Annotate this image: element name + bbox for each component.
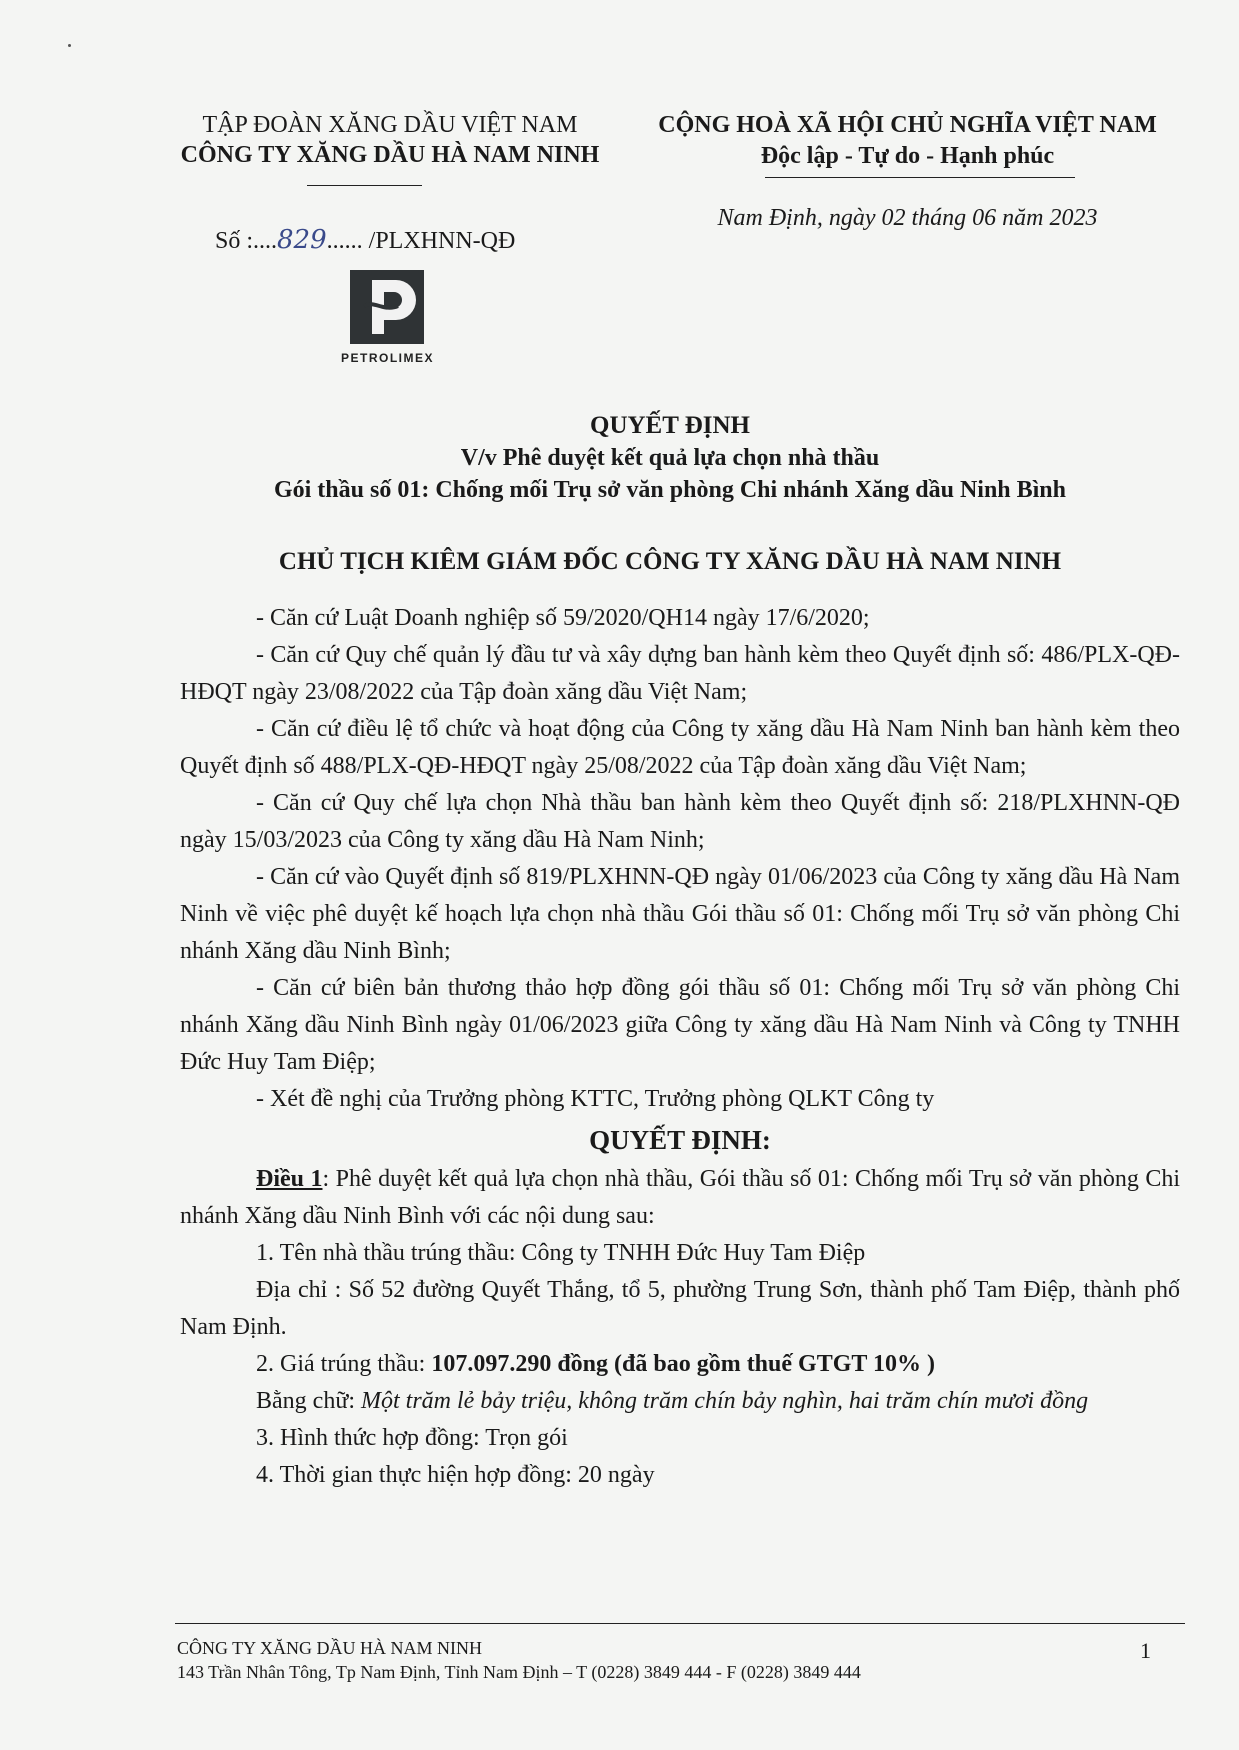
issuer-block bbox=[150, 110, 630, 170]
decision-title bbox=[150, 410, 1190, 506]
contract-type: 3. Hình thức hợp đồng: Trọn gói bbox=[256, 1425, 568, 1451]
ground-item: - Căn cứ biên bản thương thảo hợp đồng gói thầu số 01: Chống mối Trụ sở văn phòng Chi nhánh Xăng dầu Ninh Bình ngày 01/06/2023 giữa Công ty xăng dầu Hà Nam Ninh và Công ty TNHH Đức Huy Tam Điệp; bbox=[180, 975, 1180, 1075]
title-subject: V/v Phê duyệt kết quả lựa chọn nhà thầu bbox=[460, 445, 880, 471]
company-name: CÔNG TY XĂNG DẦU HÀ NAM NINH bbox=[180, 142, 600, 168]
price-label: 2. Giá trúng thầu: bbox=[256, 1351, 432, 1377]
place-date: Nam Định, ngày 02 tháng 06 năm 2023 bbox=[717, 205, 1098, 231]
price-value: 107.097.290 đồng (đã bao gồm thuế GTGT 10% ) bbox=[431, 1351, 935, 1377]
page-number: 1 bbox=[1140, 1638, 1151, 1663]
ground-item: - Căn cứ Quy chế lựa chọn Nhà thầu ban hành kèm theo Quyết định số: 218/PLXHNN-QĐ ngày 15/03/2023 của Công ty xăng dầu Hà Nam Ninh; bbox=[180, 790, 1180, 853]
issuer-underline bbox=[307, 185, 422, 186]
petrolimex-logo-icon bbox=[350, 270, 424, 344]
logo-text: PETROLIMEX bbox=[340, 351, 434, 365]
ground-item: - Căn cứ điều lệ tổ chức và hoạt động của Công ty xăng dầu Hà Nam Ninh ban hành kèm theo Quyết định số 488/PLX-QĐ-HĐQT ngày 25/08/2022 của Tập đoàn xăng dầu Việt Nam; bbox=[180, 716, 1180, 779]
decision-body bbox=[180, 600, 1180, 1494]
ground-item: - Xét đề nghị của Trưởng phòng KTTC, Trưởng phòng QLKT Công ty bbox=[256, 1086, 935, 1112]
contract-duration: 4. Thời gian thực hiện hợp đồng: 20 ngày bbox=[256, 1462, 655, 1488]
words-value: Một trăm lẻ bảy triệu, không trăm chín bảy nghìn, hai trăm chín mươi đồng bbox=[361, 1388, 1089, 1414]
article-1-label: Điều 1 bbox=[256, 1166, 323, 1192]
winning-price bbox=[180, 1346, 1180, 1383]
footer-address: 143 Trần Nhân Tông, Tp Nam Định, Tỉnh Nam Định – T (0228) 3849 444 - F (0228) 3849 444 bbox=[177, 1662, 861, 1682]
national-heading bbox=[630, 110, 1185, 172]
winner-address: Địa chỉ : Số 52 đường Quyết Thắng, tổ 5, phường Trung Sơn, thành phố Tam Điệp, thành phố Nam Định. bbox=[180, 1277, 1180, 1340]
price-in-words bbox=[180, 1383, 1180, 1420]
ground-item: - Căn cứ vào Quyết định số 819/PLXHNN-QĐ ngày 01/06/2023 của Công ty xăng dầu Hà Nam Ninh về việc phê duyệt kế hoạch lựa chọn nhà thầu Gói thầu số 01: Chống mối Trụ sở văn phòng Chi nhánh Xăng dầu Ninh Bình; bbox=[180, 864, 1180, 964]
article-1-text: : Phê duyệt kết quả lựa chọn nhà thầu, Gói thầu số 01: Chống mối Trụ sở văn phòng Chi nhánh Xăng dầu Ninh Bình với các nội dung sau: bbox=[180, 1166, 1180, 1229]
motto: Độc lập - Tự do - Hạnh phúc bbox=[760, 143, 1055, 169]
authority-heading: CHỦ TỊCH KIÊM GIÁM ĐỐC CÔNG TY XĂNG DẦU HÀ NAM NINH bbox=[278, 548, 1062, 575]
motto-underline bbox=[765, 177, 1075, 178]
footer bbox=[177, 1636, 861, 1684]
footer-company: CÔNG TY XĂNG DẦU HÀ NAM NINH bbox=[177, 1638, 482, 1658]
ground-item: - Căn cứ Quy chế quản lý đầu tư và xây dựng ban hành kèm theo Quyết định số: 486/PLX-QĐ-HĐQT ngày 23/08/2022 của Tập đoàn xăng dầu Việt Nam; bbox=[180, 642, 1180, 705]
parent-org: TẬP ĐOÀN XĂNG DẦU VIỆT NAM bbox=[202, 112, 578, 138]
footer-divider bbox=[175, 1623, 1185, 1624]
doc-no-handwritten: 829 bbox=[277, 225, 327, 255]
title-main: QUYẾT ĐỊNH bbox=[590, 412, 750, 439]
ground-item: - Căn cứ Luật Doanh nghiệp số 59/2020/QH14 ngày 17/6/2020; bbox=[256, 605, 870, 631]
doc-no-suffix: ...... /PLXHNN-QĐ bbox=[326, 228, 516, 254]
document-number bbox=[215, 225, 515, 255]
decision-heading: QUYẾT ĐỊNH: bbox=[589, 1125, 771, 1155]
doc-no-prefix: Số :.... bbox=[215, 228, 278, 254]
article-1 bbox=[180, 1161, 1180, 1235]
winner-name: 1. Tên nhà thầu trúng thầu: Công ty TNHH Đức Huy Tam Điệp bbox=[256, 1240, 866, 1266]
scan-speck bbox=[68, 44, 71, 47]
country-name: CỘNG HOÀ XÃ HỘI CHỦ NGHĨA VIỆT NAM bbox=[658, 112, 1157, 138]
words-label: Bằng chữ: bbox=[256, 1388, 361, 1414]
title-package: Gói thầu số 01: Chống mối Trụ sở văn phòng Chi nhánh Xăng dầu Ninh Bình bbox=[273, 477, 1067, 503]
